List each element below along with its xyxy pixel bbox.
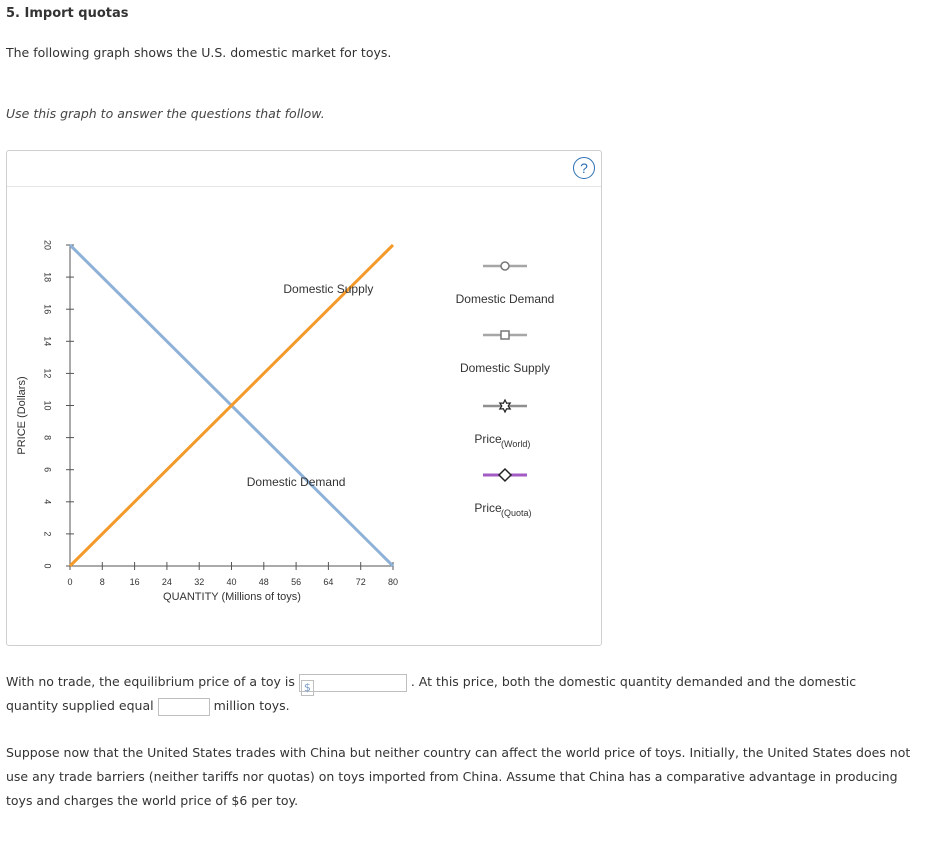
question-instruction: Use this graph to answer the questions that follow. (6, 106, 325, 121)
y-tick-label: 14 (42, 336, 53, 347)
question-2: Suppose now that the United States trades with China but neither country can affect the world price of toys. Initially, the United States does not use any trade barriers (neither tariffs nor quotas) on toys imported from China. Assume that China has a comparative advantage in producing toys and charges the world price of $6 per toy. (6, 745, 911, 808)
y-tick-label: 18 (42, 272, 53, 283)
q1-text-part1: With no trade, the equilibrium price of a toy is (6, 674, 295, 689)
question-intro: The following graph shows the U.S. domestic market for toys. (6, 45, 392, 60)
domestic-supply-curve-label: Domestic Supply (283, 282, 374, 297)
legend-label-domestic-demand: Domestic Demand (455, 292, 555, 306)
y-tick-label: 10 (42, 400, 53, 411)
y-tick-label: 12 (42, 368, 53, 379)
equilibrium-price-input[interactable] (299, 674, 407, 692)
y-tick-label: 2 (42, 531, 53, 537)
legend-sublabel-price-world: (World) (501, 439, 531, 449)
x-tick-label: 40 (226, 577, 237, 587)
x-tick-label: 16 (129, 577, 140, 587)
y-tick-label: 20 (42, 239, 53, 251)
help-button[interactable]: ? (573, 157, 595, 179)
x-tick-label: 64 (323, 577, 334, 587)
question-1 (6, 670, 911, 718)
question-title: 5. Import quotas (6, 6, 129, 21)
y-tick-label: 4 (42, 499, 53, 505)
x-tick-label: 48 (258, 577, 269, 587)
legend-label-domestic-supply: Domestic Supply (459, 361, 551, 375)
legend-label-price-world: Price (474, 432, 502, 446)
star-marker-icon (500, 400, 510, 412)
q1-text-part3: million toys. (213, 698, 290, 713)
x-tick-label: 8 (99, 577, 105, 587)
x-tick-label: 72 (355, 577, 366, 587)
domestic-demand-curve-label: Domestic Demand (246, 474, 346, 489)
y-tick-label: 6 (42, 467, 53, 473)
graph-panel (6, 150, 602, 646)
dollar-sign: $ (301, 680, 314, 696)
legend-label-price-quota: Price (474, 501, 502, 515)
circle-marker-icon (501, 262, 509, 270)
legend-sublabel-price-quota: (Quota) (501, 508, 532, 518)
y-tick-label: 16 (42, 304, 53, 315)
x-tick-label: 56 (291, 577, 302, 587)
diamond-marker-icon (499, 469, 511, 481)
y-tick-label: 8 (42, 435, 53, 441)
equilibrium-quantity-input[interactable] (158, 698, 210, 716)
x-tick-label: 80 (387, 577, 399, 587)
x-tick-label: 0 (67, 577, 73, 587)
square-marker-icon (501, 331, 509, 339)
x-tick-label: 24 (161, 577, 172, 587)
x-tick-label: 32 (194, 577, 205, 587)
y-axis-label: PRICE (Dollars) (16, 376, 28, 455)
q1-text-part2: . At this price, both the domestic quantity demanded and the domestic quantity supplied equal (6, 674, 857, 713)
x-axis-label: QUANTITY (Millions of toys) (163, 591, 301, 603)
supply-demand-chart (7, 151, 601, 645)
y-tick-label: 0 (42, 563, 53, 569)
